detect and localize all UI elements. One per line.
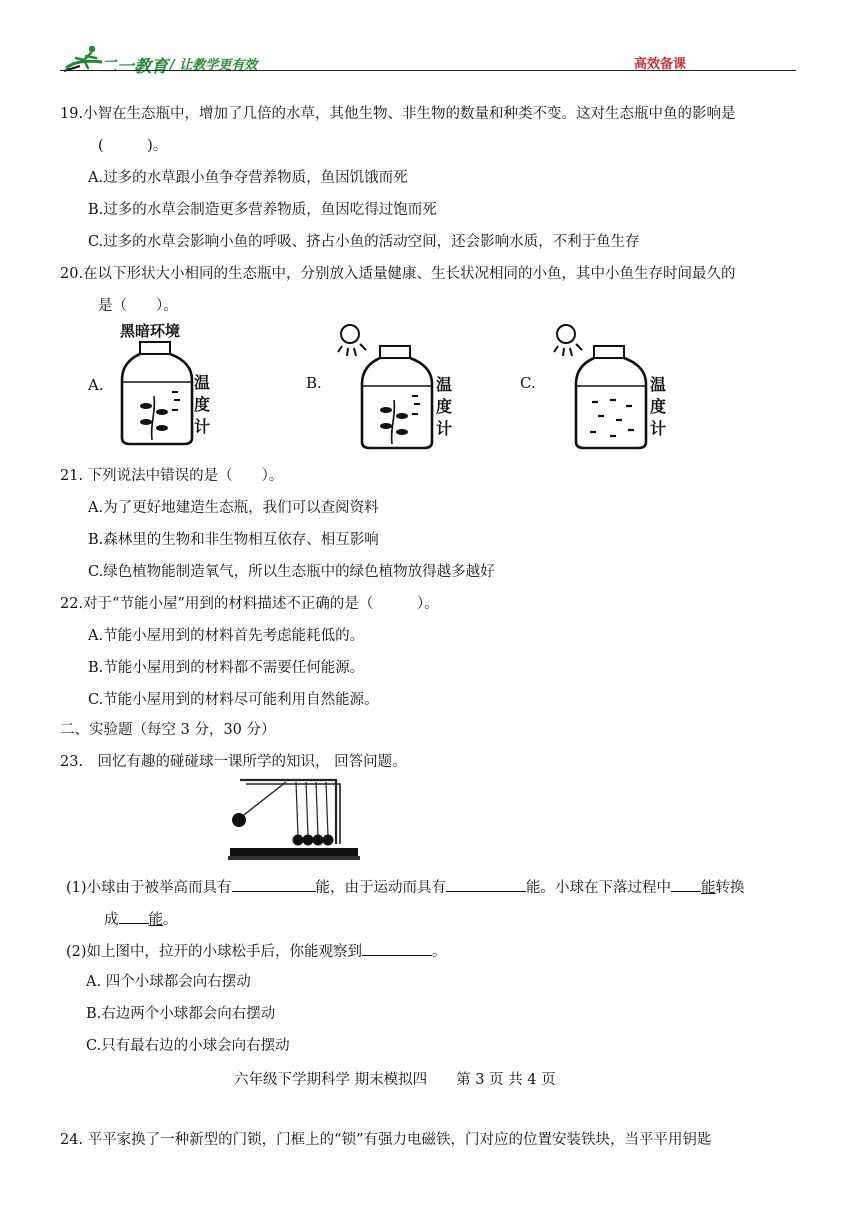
q20-figure-a [84,318,234,450]
answer-blank-5[interactable] [362,940,432,956]
answer-blank-1[interactable] [232,876,316,892]
newtons-cradle-figure [226,774,362,864]
q23-option-c: C.只有最右边的小球会向右摆动 [86,1038,290,1054]
q23-option-a: A. 四个小球都会向右摆动 [86,974,251,990]
q23-option-b: B.右边两个小球都会向右摆动 [86,1006,276,1022]
q23-p1-text-c: 能。小球在下落过程中 [526,880,672,896]
q22-stem: 22.对于“节能小屋”用到的材料描述不正确的是（ ）。 [60,596,439,612]
jar-a-label: A. [88,376,104,394]
jar-b-label: B. [306,374,322,392]
thermo-char: 计 [436,419,453,438]
q23-p1-text-h: 。 [163,912,178,928]
thermo-char: 度 [436,397,453,416]
q23-p1-text-a: (1)小球由于被举高而具有 [66,880,232,896]
q20-figure-b [300,318,470,450]
q20-stem: 20.在以下形状大小相同的生态瓶中，分别放入适量健康、生长状况相同的小鱼，其中小鱼生存时间最久的 [60,266,736,282]
jar-c-icon [570,344,652,452]
q21-option-b: B.森林里的生物和非生物相互依存、相互影响 [88,532,379,548]
q23-p1-text-e: 转换 [715,880,745,896]
q22-option-b: B.节能小屋用到的材料都不需要任何能源。 [88,660,365,676]
thermo-char: 温 [650,375,667,394]
answer-blank-2[interactable] [446,876,526,892]
header-rule [60,70,796,71]
thermo-char: 温 [194,373,211,392]
q21-option-c: C.绿色植物能制造氧气，所以生态瓶中的绿色植物放得越多越好 [88,564,495,580]
q21-stem: 21. 下列说法中错误的是（ ）。 [60,468,284,484]
q23-p1-text-g: 能 [148,912,163,928]
header [0,0,860,80]
q22-option-c: C.节能小屋用到的材料尽可能利用自然能源。 [88,692,379,708]
jar-b-thermo [436,374,452,440]
jar-c-label: C. [520,374,536,392]
jar-b-icon [356,344,438,452]
thermo-char: 度 [650,397,667,416]
jar-a-icon [116,340,198,448]
thermo-char: 计 [194,417,211,436]
q22-option-a: A.节能小屋用到的材料首先考虑能耗低的。 [88,628,365,644]
q20-paren: 是（ ）。 [98,298,178,314]
answer-blank-4[interactable] [119,908,149,924]
header-slogan: / 让教学更有效 [170,58,258,73]
q24-stem: 24. 平平家换了一种新型的门锁，门框上的“锁”有强力电磁铁，门对应的位置安装铁块，当平平用钥匙 [60,1132,712,1148]
q19-paren: ( )。 [98,138,168,154]
q23-p1-text-d: 能 [701,880,716,896]
thermo-char: 温 [436,375,453,394]
q21-option-a: A.为了更好地建造生态瓶，我们可以查阅资料 [88,500,379,516]
thermo-char: 度 [194,395,211,414]
q19-option-b: B.过多的水草会制造更多营养物质，鱼因吃得过饱而死 [88,202,437,218]
q19-option-a: A.过多的水草跟小鱼争夺营养物质，鱼因饥饿而死 [88,170,408,186]
jar-c-thermo [650,374,666,440]
q23-p1-text-f: 成 [104,912,119,928]
q23-p1-text-b: 能，由于运动而具有 [315,880,447,896]
answer-blank-3[interactable] [671,876,701,892]
q23-p2-end: 。 [432,944,447,960]
logo-text: 二一教育 [100,57,168,77]
q19-stem: 19.小智在生态瓶中，增加了几倍的水草，其他生物、非生物的数量和种类不变。这对生态瓶中鱼的影响是 [60,106,736,122]
q19-option-c: C.过多的水草会影响小鱼的呼吸、挤占小鱼的活动空间，还会影响水质，不利于鱼生存 [88,234,640,250]
q23-stem: 23. 回忆有趣的碰碰球一课所学的知识， 回答问题。 [60,754,407,770]
page-footer: 六年级下学期科学 期末模拟四 第 3 页 共 4 页 [234,1072,556,1088]
jar-a-thermo [194,372,210,438]
header-right-tag: 高效备课 [634,57,687,72]
thermo-char: 计 [650,419,667,438]
q23-p2-text: (2)如上图中，拉开的小球松手后，你能观察到 [66,944,363,960]
q20-figure-c [514,318,684,450]
jar-a-env-label: 黑暗环境 [120,322,181,340]
